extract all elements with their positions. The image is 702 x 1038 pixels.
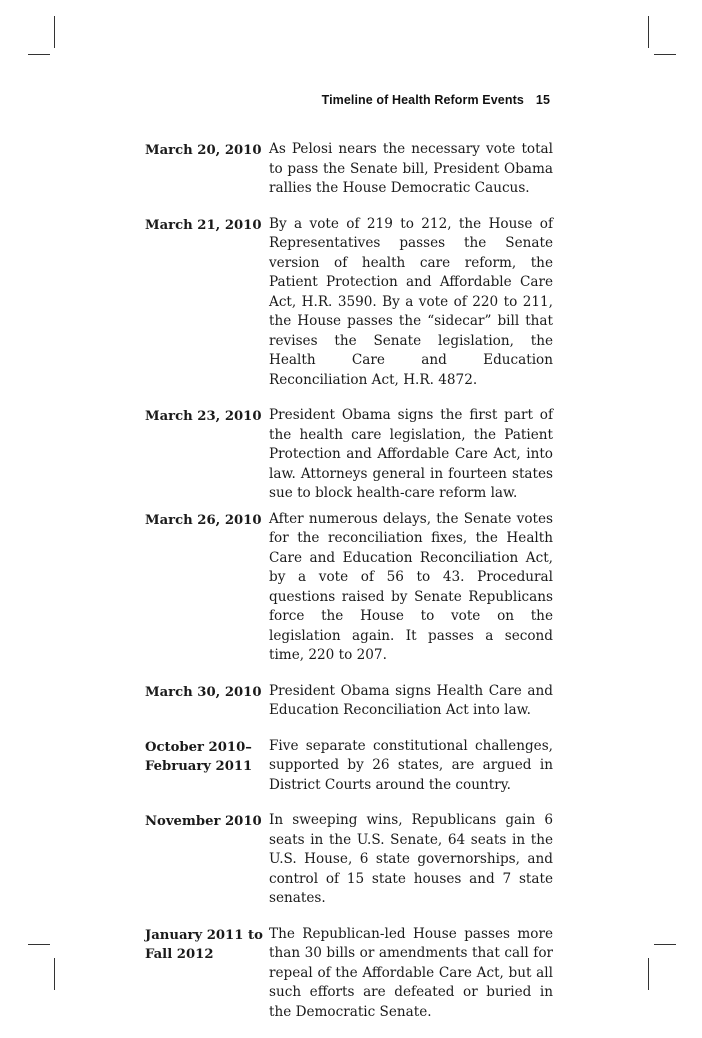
entry-date: March 26, 2010 xyxy=(145,512,262,528)
timeline-entry xyxy=(145,925,553,1023)
page-number: 15 xyxy=(535,93,550,107)
entry-date-line: October 2010– xyxy=(145,739,252,755)
entry-date-line: January 2011 to xyxy=(145,927,263,943)
entry-text: As Pelosi nears the necessary vote total to pass the Senate bill, President Obama rallies the House Democratic Caucus. xyxy=(269,141,553,196)
crop-mark xyxy=(54,958,55,990)
entry-text: President Obama signs Health Care and Education Reconciliation Act into law. xyxy=(269,682,553,718)
timeline-entry xyxy=(145,737,553,796)
entry-text: The Republican-led House passes more than 30 bills or amendments that call for repeal of the Affordable Care Act, but all such efforts are defeated or buried in the Democratic Senate. xyxy=(269,925,553,1020)
entry-date: March 23, 2010 xyxy=(145,409,262,424)
entry-text: In sweeping wins, Republicans gain 6 seats in the U.S. Senate, 64 seats in the U.S. House, 6 state governorships, and control of 15 state houses and 7 state senates. xyxy=(269,812,553,906)
entry-date-line: February 2011 xyxy=(145,758,253,774)
timeline-entry xyxy=(145,510,553,666)
crop-mark xyxy=(654,54,676,55)
entry-date: March 21, 2010 xyxy=(145,217,262,233)
timeline-entry xyxy=(145,682,553,721)
timeline-entry xyxy=(145,140,553,199)
timeline-entry xyxy=(145,406,553,504)
entry-date-line: Fall 2012 xyxy=(145,946,214,962)
entry-date: November 2010 xyxy=(145,814,262,829)
entry-date: March 30, 2010 xyxy=(145,684,262,700)
timeline xyxy=(145,140,553,1038)
crop-mark xyxy=(28,944,50,945)
crop-mark xyxy=(54,16,55,48)
entry-date xyxy=(145,925,269,1023)
crop-mark xyxy=(648,16,649,48)
entry-text: Five separate constitutional challenges, supported by 26 states, are argued in District Courts around the country. xyxy=(269,737,553,793)
crop-mark xyxy=(28,54,50,55)
running-head xyxy=(322,93,550,107)
entry-date xyxy=(145,737,269,796)
entry-date: March 20, 2010 xyxy=(145,143,262,158)
running-head-title: Timeline of Health Reform Events xyxy=(321,93,524,107)
entry-text: President Obama signs the first part of the health care legislation, the Patient Protection and Affordable Care Act, into law. Attorneys general in fourteen states sue to block health-care reform law. xyxy=(269,407,553,501)
entry-text: By a vote of 219 to 212, the House of Representatives passes the Senate version of health care reform, the Patient Protection and Affordable Care Act, H.R. 3590. By a vote of 220 to 211, the House passes the “sidecar” bill that revises the Senate legislation, the Health Care and Education Reconciliation Act, H.R. 4872. xyxy=(269,215,553,388)
crop-mark xyxy=(654,944,676,945)
timeline-entry xyxy=(145,215,553,391)
timeline-entry xyxy=(145,811,553,909)
crop-mark xyxy=(648,958,649,990)
entry-text: After numerous delays, the Senate votes for the reconciliation fixes, the Health Care and Education Reconciliation Act, by a vote of 56 to 43. Procedural questions raised by Senate Republicans force the House to vote on the legislation again. It passes a second time, 220 to 207. xyxy=(269,510,553,663)
